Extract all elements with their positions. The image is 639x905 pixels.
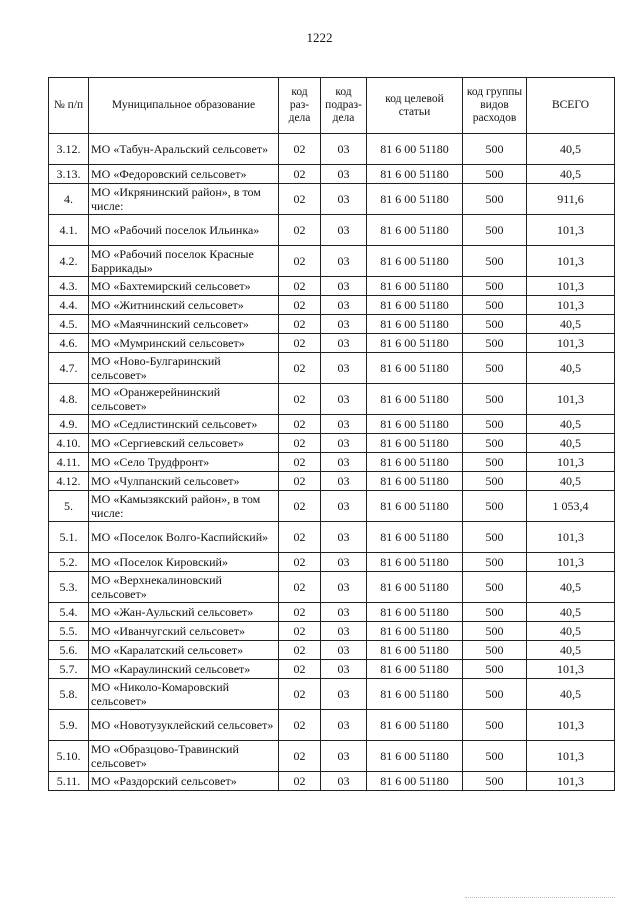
- cell-municipality: МО «Село Трудфронт»: [89, 453, 279, 472]
- table-row: [49, 603, 615, 622]
- cell-target-article-code: 81 6 00 51180: [367, 741, 463, 772]
- cell-target-article-code: 81 6 00 51180: [367, 522, 463, 553]
- cell-section-code: 02: [279, 741, 321, 772]
- cell-expense-group-code: 500: [463, 415, 527, 434]
- cell-subsection-code: 03: [321, 772, 367, 791]
- table-row: [49, 710, 615, 741]
- cell-total: 101,3: [527, 334, 615, 353]
- cell-subsection-code: 03: [321, 415, 367, 434]
- cell-num: 5.1.: [49, 522, 89, 553]
- table-row: [49, 491, 615, 522]
- page-number: 1222: [306, 30, 333, 45]
- cell-num: 4.3.: [49, 277, 89, 296]
- cell-municipality: МО «Иванчугский сельсовет»: [89, 622, 279, 641]
- cell-section-code: 02: [279, 434, 321, 453]
- cell-total: 40,5: [527, 622, 615, 641]
- header-expense-group-code: код группы видов расходов: [463, 78, 527, 134]
- cell-section-code: 02: [279, 296, 321, 315]
- cell-total: 40,5: [527, 472, 615, 491]
- cell-total: 101,3: [527, 296, 615, 315]
- cell-subsection-code: 03: [321, 215, 367, 246]
- budget-table: [48, 77, 615, 791]
- cell-section-code: 02: [279, 184, 321, 215]
- table-row: [49, 641, 615, 660]
- cell-section-code: 02: [279, 165, 321, 184]
- table-row: [49, 165, 615, 184]
- cell-total: 40,5: [527, 603, 615, 622]
- cell-section-code: 02: [279, 384, 321, 415]
- cell-municipality: МО «Сергиевский сельсовет»: [89, 434, 279, 453]
- cell-subsection-code: 03: [321, 384, 367, 415]
- cell-municipality: МО «Новотузуклейский сельсовет»: [89, 710, 279, 741]
- cell-target-article-code: 81 6 00 51180: [367, 491, 463, 522]
- cell-expense-group-code: 500: [463, 679, 527, 710]
- cell-total: 40,5: [527, 679, 615, 710]
- cell-num: 4.10.: [49, 434, 89, 453]
- cell-municipality: МО «Икрянинский район», в том числе:: [89, 184, 279, 215]
- cell-target-article-code: 81 6 00 51180: [367, 246, 463, 277]
- cell-section-code: 02: [279, 772, 321, 791]
- cell-num: 4.11.: [49, 453, 89, 472]
- cell-section-code: 02: [279, 679, 321, 710]
- cell-municipality: МО «Мумринский сельсовет»: [89, 334, 279, 353]
- header-subsection-code: код подраз-дела: [321, 78, 367, 134]
- cell-municipality: МО «Чулпанский сельсовет»: [89, 472, 279, 491]
- cell-section-code: 02: [279, 134, 321, 165]
- cell-municipality: МО «Поселок Волго-Каспийский»: [89, 522, 279, 553]
- cell-section-code: 02: [279, 553, 321, 572]
- cell-expense-group-code: 500: [463, 660, 527, 679]
- cell-section-code: 02: [279, 622, 321, 641]
- cell-section-code: 02: [279, 472, 321, 491]
- table-row: [49, 660, 615, 679]
- cell-subsection-code: 03: [321, 334, 367, 353]
- cell-subsection-code: 03: [321, 277, 367, 296]
- cell-subsection-code: 03: [321, 522, 367, 553]
- cell-target-article-code: 81 6 00 51180: [367, 353, 463, 384]
- cell-total: 101,3: [527, 741, 615, 772]
- cell-total: 40,5: [527, 315, 615, 334]
- table-row: [49, 215, 615, 246]
- cell-num: 4.6.: [49, 334, 89, 353]
- cell-subsection-code: 03: [321, 553, 367, 572]
- table-row: [49, 353, 615, 384]
- cell-target-article-code: 81 6 00 51180: [367, 277, 463, 296]
- cell-target-article-code: 81 6 00 51180: [367, 184, 463, 215]
- cell-expense-group-code: 500: [463, 277, 527, 296]
- cell-section-code: 02: [279, 491, 321, 522]
- cell-expense-group-code: 500: [463, 215, 527, 246]
- cell-target-article-code: 81 6 00 51180: [367, 603, 463, 622]
- cell-expense-group-code: 500: [463, 641, 527, 660]
- cell-expense-group-code: 500: [463, 741, 527, 772]
- cell-num: 4.8.: [49, 384, 89, 415]
- cell-expense-group-code: 500: [463, 296, 527, 315]
- cell-num: 4.5.: [49, 315, 89, 334]
- cell-target-article-code: 81 6 00 51180: [367, 334, 463, 353]
- table-row: [49, 679, 615, 710]
- cell-subsection-code: 03: [321, 315, 367, 334]
- cell-municipality: МО «Ново-Булгаринский сельсовет»: [89, 353, 279, 384]
- cell-num: 5.9.: [49, 710, 89, 741]
- cell-section-code: 02: [279, 215, 321, 246]
- cell-expense-group-code: 500: [463, 453, 527, 472]
- cell-num: 3.13.: [49, 165, 89, 184]
- cell-total: 40,5: [527, 572, 615, 603]
- cell-subsection-code: 03: [321, 296, 367, 315]
- cell-subsection-code: 03: [321, 453, 367, 472]
- header-municipality: Муниципальное образование: [89, 78, 279, 134]
- table-row: [49, 522, 615, 553]
- cell-expense-group-code: 500: [463, 772, 527, 791]
- cell-section-code: 02: [279, 246, 321, 277]
- table-row: [49, 296, 615, 315]
- cell-subsection-code: 03: [321, 710, 367, 741]
- cell-total: 101,3: [527, 522, 615, 553]
- cell-subsection-code: 03: [321, 603, 367, 622]
- cell-total: 40,5: [527, 353, 615, 384]
- cell-section-code: 02: [279, 710, 321, 741]
- cell-num: 4.12.: [49, 472, 89, 491]
- cell-subsection-code: 03: [321, 472, 367, 491]
- cell-section-code: 02: [279, 415, 321, 434]
- cell-target-article-code: 81 6 00 51180: [367, 434, 463, 453]
- table-row: [49, 553, 615, 572]
- cell-subsection-code: 03: [321, 353, 367, 384]
- cell-expense-group-code: 500: [463, 315, 527, 334]
- cell-section-code: 02: [279, 522, 321, 553]
- cell-section-code: 02: [279, 603, 321, 622]
- table-row: [49, 134, 615, 165]
- cell-section-code: 02: [279, 660, 321, 679]
- table-row: [49, 334, 615, 353]
- cell-num: 4.2.: [49, 246, 89, 277]
- cell-total: 40,5: [527, 641, 615, 660]
- cell-municipality: МО «Поселок Кировский»: [89, 553, 279, 572]
- cell-target-article-code: 81 6 00 51180: [367, 296, 463, 315]
- cell-municipality: МО «Седлистинский сельсовет»: [89, 415, 279, 434]
- cell-municipality: МО «Оранжерейнинский сельсовет»: [89, 384, 279, 415]
- cell-subsection-code: 03: [321, 741, 367, 772]
- cell-municipality: МО «Федоровский сельсовет»: [89, 165, 279, 184]
- cell-expense-group-code: 500: [463, 522, 527, 553]
- cell-target-article-code: 81 6 00 51180: [367, 215, 463, 246]
- cell-subsection-code: 03: [321, 679, 367, 710]
- header-num: № п/п: [49, 78, 89, 134]
- cell-expense-group-code: 500: [463, 246, 527, 277]
- header-section-code: код раз-дела: [279, 78, 321, 134]
- cell-num: 5.11.: [49, 772, 89, 791]
- cell-municipality: МО «Рабочий поселок Красные Баррикады»: [89, 246, 279, 277]
- table-header-row: [49, 78, 615, 134]
- cell-num: 5.8.: [49, 679, 89, 710]
- cell-municipality: МО «Верхнекалиновский сельсовет»: [89, 572, 279, 603]
- cell-target-article-code: 81 6 00 51180: [367, 165, 463, 184]
- cell-total: 101,3: [527, 215, 615, 246]
- cell-expense-group-code: 500: [463, 134, 527, 165]
- cell-municipality: МО «Камызякский район», в том числе:: [89, 491, 279, 522]
- cell-subsection-code: 03: [321, 622, 367, 641]
- cell-num: 5.7.: [49, 660, 89, 679]
- cell-target-article-code: 81 6 00 51180: [367, 572, 463, 603]
- table-row: [49, 184, 615, 215]
- cell-section-code: 02: [279, 315, 321, 334]
- table-row: [49, 572, 615, 603]
- cell-municipality: МО «Жан-Аульский сельсовет»: [89, 603, 279, 622]
- table-row: [49, 772, 615, 791]
- table-body: [49, 134, 615, 791]
- cell-num: 5.10.: [49, 741, 89, 772]
- scan-artifact-line: [465, 897, 615, 899]
- cell-target-article-code: 81 6 00 51180: [367, 622, 463, 641]
- cell-target-article-code: 81 6 00 51180: [367, 710, 463, 741]
- cell-total: 911,6: [527, 184, 615, 215]
- cell-total: 101,3: [527, 453, 615, 472]
- cell-num: 3.12.: [49, 134, 89, 165]
- cell-municipality: МО «Рабочий поселок Ильинка»: [89, 215, 279, 246]
- cell-section-code: 02: [279, 572, 321, 603]
- header-total: ВСЕГО: [527, 78, 615, 134]
- cell-num: 5.4.: [49, 603, 89, 622]
- cell-municipality: МО «Раздорский сельсовет»: [89, 772, 279, 791]
- cell-expense-group-code: 500: [463, 434, 527, 453]
- table-row: [49, 434, 615, 453]
- table-row: [49, 472, 615, 491]
- cell-municipality: МО «Маячнинский сельсовет»: [89, 315, 279, 334]
- cell-municipality: МО «Житнинский сельсовет»: [89, 296, 279, 315]
- cell-section-code: 02: [279, 353, 321, 384]
- cell-num: 4.7.: [49, 353, 89, 384]
- cell-total: 40,5: [527, 415, 615, 434]
- cell-subsection-code: 03: [321, 246, 367, 277]
- cell-expense-group-code: 500: [463, 165, 527, 184]
- cell-num: 4.: [49, 184, 89, 215]
- cell-num: 5.5.: [49, 622, 89, 641]
- header-target-article-code: код целевой статьи: [367, 78, 463, 134]
- cell-subsection-code: 03: [321, 491, 367, 522]
- cell-municipality: МО «Каралатский сельсовет»: [89, 641, 279, 660]
- cell-expense-group-code: 500: [463, 472, 527, 491]
- cell-total: 101,3: [527, 710, 615, 741]
- cell-subsection-code: 03: [321, 165, 367, 184]
- cell-subsection-code: 03: [321, 134, 367, 165]
- cell-target-article-code: 81 6 00 51180: [367, 553, 463, 572]
- cell-target-article-code: 81 6 00 51180: [367, 772, 463, 791]
- cell-target-article-code: 81 6 00 51180: [367, 660, 463, 679]
- cell-target-article-code: 81 6 00 51180: [367, 384, 463, 415]
- cell-total: 101,3: [527, 772, 615, 791]
- cell-target-article-code: 81 6 00 51180: [367, 134, 463, 165]
- table-row: [49, 315, 615, 334]
- cell-num: 4.9.: [49, 415, 89, 434]
- cell-municipality: МО «Образцово-Травинский сельсовет»: [89, 741, 279, 772]
- cell-total: 101,3: [527, 246, 615, 277]
- table-row: [49, 415, 615, 434]
- cell-expense-group-code: 500: [463, 184, 527, 215]
- cell-subsection-code: 03: [321, 641, 367, 660]
- cell-expense-group-code: 500: [463, 603, 527, 622]
- cell-municipality: МО «Караулинский сельсовет»: [89, 660, 279, 679]
- cell-subsection-code: 03: [321, 660, 367, 679]
- cell-expense-group-code: 500: [463, 491, 527, 522]
- cell-section-code: 02: [279, 334, 321, 353]
- cell-target-article-code: 81 6 00 51180: [367, 415, 463, 434]
- cell-target-article-code: 81 6 00 51180: [367, 315, 463, 334]
- cell-municipality: МО «Бахтемирский сельсовет»: [89, 277, 279, 296]
- cell-municipality: МО «Табун-Аральский сельсовет»: [89, 134, 279, 165]
- cell-num: 5.6.: [49, 641, 89, 660]
- cell-expense-group-code: 500: [463, 384, 527, 415]
- cell-total: 1 053,4: [527, 491, 615, 522]
- cell-subsection-code: 03: [321, 572, 367, 603]
- cell-expense-group-code: 500: [463, 572, 527, 603]
- cell-total: 40,5: [527, 134, 615, 165]
- cell-target-article-code: 81 6 00 51180: [367, 641, 463, 660]
- cell-municipality: МО «Николо-Комаровский сельсовет»: [89, 679, 279, 710]
- cell-target-article-code: 81 6 00 51180: [367, 472, 463, 491]
- cell-section-code: 02: [279, 641, 321, 660]
- cell-total: 101,3: [527, 553, 615, 572]
- table-row: [49, 622, 615, 641]
- cell-subsection-code: 03: [321, 184, 367, 215]
- cell-subsection-code: 03: [321, 434, 367, 453]
- cell-num: 5.3.: [49, 572, 89, 603]
- cell-num: 4.1.: [49, 215, 89, 246]
- cell-expense-group-code: 500: [463, 553, 527, 572]
- cell-expense-group-code: 500: [463, 710, 527, 741]
- cell-total: 40,5: [527, 165, 615, 184]
- cell-total: 101,3: [527, 277, 615, 296]
- cell-section-code: 02: [279, 277, 321, 296]
- table-row: [49, 453, 615, 472]
- table-row: [49, 741, 615, 772]
- table-row: [49, 384, 615, 415]
- cell-total: 101,3: [527, 384, 615, 415]
- cell-target-article-code: 81 6 00 51180: [367, 679, 463, 710]
- cell-num: 5.2.: [49, 553, 89, 572]
- table-row: [49, 277, 615, 296]
- cell-expense-group-code: 500: [463, 353, 527, 384]
- cell-num: 5.: [49, 491, 89, 522]
- cell-target-article-code: 81 6 00 51180: [367, 453, 463, 472]
- cell-total: 40,5: [527, 434, 615, 453]
- cell-total: 101,3: [527, 660, 615, 679]
- cell-num: 4.4.: [49, 296, 89, 315]
- cell-expense-group-code: 500: [463, 622, 527, 641]
- table-row: [49, 246, 615, 277]
- cell-section-code: 02: [279, 453, 321, 472]
- cell-expense-group-code: 500: [463, 334, 527, 353]
